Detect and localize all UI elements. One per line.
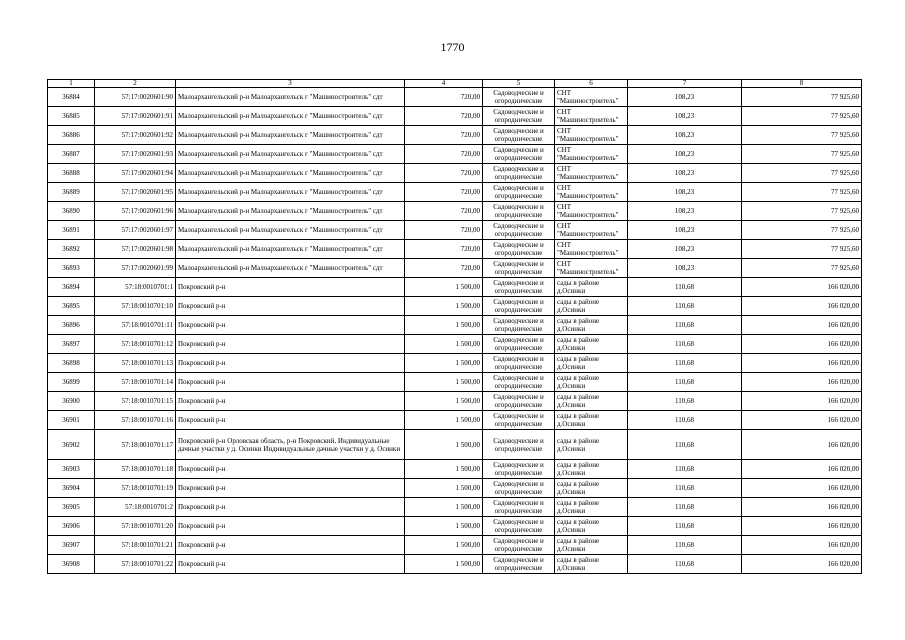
row-number-cell: 36908 (48, 555, 95, 574)
address-cell: Покровский р-н (176, 517, 405, 536)
area-cell: 1 500,00 (405, 411, 483, 430)
land-use-cell: Садоводческие и огороднические (483, 202, 555, 221)
row-number-cell: 36893 (48, 259, 95, 278)
address-cell: Малоархангельский р-н Малоархангельск г "Машиностроитель" сдт (176, 259, 405, 278)
unit-value-cell: 110,68 (628, 316, 742, 335)
cadastral-number-cell: 57:17:0020601:97 (95, 221, 176, 240)
land-use-cell: Садоводческие и огороднические (483, 126, 555, 145)
area-cell: 1 500,00 (405, 517, 483, 536)
column-header: 5 (483, 80, 555, 88)
address-cell: Покровский р-н (176, 411, 405, 430)
location-cell: сады в районе д.Осинки (555, 278, 628, 297)
cadastral-number-cell: 57:18:0010701:10 (95, 297, 176, 316)
cadastral-value-cell: 77 925,60 (742, 183, 862, 202)
location-cell: сады в районе д.Осинки (555, 517, 628, 536)
unit-value-cell: 110,68 (628, 392, 742, 411)
unit-value-cell: 110,68 (628, 297, 742, 316)
cadastral-number-cell: 57:17:0020601:95 (95, 183, 176, 202)
cadastral-number-cell: 57:17:0020601:93 (95, 145, 176, 164)
table-row (48, 354, 862, 373)
location-cell: сады в районе д.Осинки (555, 411, 628, 430)
cadastral-value-cell: 77 925,60 (742, 221, 862, 240)
location-cell: СНТ "Машиностроитель" (555, 259, 628, 278)
unit-value-cell: 108,23 (628, 240, 742, 259)
location-cell: сады в районе д.Осинки (555, 297, 628, 316)
cadastral-number-cell: 57:18:0010701:18 (95, 460, 176, 479)
land-use-cell: Садоводческие и огороднические (483, 392, 555, 411)
location-cell: сады в районе д.Осинки (555, 392, 628, 411)
table-row (48, 164, 862, 183)
cadastral-value-cell: 166 020,00 (742, 536, 862, 555)
area-cell: 1 500,00 (405, 354, 483, 373)
address-cell: Покровский р-н (176, 460, 405, 479)
table-row (48, 373, 862, 392)
address-cell: Малоархангельский р-н Малоархангельск г "Машиностроитель" сдт (176, 183, 405, 202)
address-cell: Покровский р-н (176, 536, 405, 555)
land-use-cell: Садоводческие и огороднические (483, 498, 555, 517)
unit-value-cell: 108,23 (628, 221, 742, 240)
land-use-cell: Садоводческие и огороднические (483, 335, 555, 354)
table-row (48, 221, 862, 240)
unit-value-cell: 110,68 (628, 373, 742, 392)
row-number-cell: 36895 (48, 297, 95, 316)
location-cell: сады в районе д.Осинки (555, 354, 628, 373)
unit-value-cell: 110,68 (628, 411, 742, 430)
land-use-cell: Садоводческие и огороднические (483, 145, 555, 164)
location-cell: сады в районе д.Осинки (555, 335, 628, 354)
registry-table (47, 79, 862, 574)
row-number-cell: 36886 (48, 126, 95, 145)
unit-value-cell: 108,23 (628, 164, 742, 183)
location-cell: сады в районе д.Осинки (555, 536, 628, 555)
unit-value-cell: 108,23 (628, 183, 742, 202)
location-cell: СНТ "Машиностроитель" (555, 145, 628, 164)
area-cell: 1 500,00 (405, 430, 483, 460)
cadastral-value-cell: 77 925,60 (742, 126, 862, 145)
row-number-cell: 36905 (48, 498, 95, 517)
row-number-cell: 36904 (48, 479, 95, 498)
table-row (48, 316, 862, 335)
table-row (48, 107, 862, 126)
area-cell: 1 500,00 (405, 278, 483, 297)
table-row (48, 240, 862, 259)
row-number-cell: 36907 (48, 536, 95, 555)
address-cell: Покровский р-н (176, 373, 405, 392)
cadastral-value-cell: 166 020,00 (742, 517, 862, 536)
cadastral-value-cell: 166 020,00 (742, 430, 862, 460)
row-number-cell: 36891 (48, 221, 95, 240)
row-number-cell: 36887 (48, 145, 95, 164)
area-cell: 1 500,00 (405, 392, 483, 411)
table-row (48, 259, 862, 278)
cadastral-value-cell: 77 925,60 (742, 107, 862, 126)
location-cell: СНТ "Машиностроитель" (555, 164, 628, 183)
cadastral-number-cell: 57:17:0020601:98 (95, 240, 176, 259)
table-row (48, 297, 862, 316)
table-row (48, 392, 862, 411)
address-cell: Покровский р-н (176, 335, 405, 354)
table-row (48, 430, 862, 460)
cadastral-value-cell: 166 020,00 (742, 498, 862, 517)
page-number: 1770 (440, 40, 465, 54)
unit-value-cell: 108,23 (628, 259, 742, 278)
table-row (48, 335, 862, 354)
column-header: 6 (555, 80, 628, 88)
area-cell: 1 500,00 (405, 460, 483, 479)
address-cell: Покровский р-н (176, 498, 405, 517)
cadastral-number-cell: 57:17:0020601:90 (95, 88, 176, 107)
row-number-cell: 36894 (48, 278, 95, 297)
cadastral-number-cell: 57:18:0010701:22 (95, 555, 176, 574)
column-header: 2 (95, 80, 176, 88)
land-use-cell: Садоводческие и огороднические (483, 164, 555, 183)
cadastral-value-cell: 166 020,00 (742, 555, 862, 574)
address-cell: Покровский р-н (176, 555, 405, 574)
cadastral-value-cell: 77 925,60 (742, 88, 862, 107)
row-number-cell: 36896 (48, 316, 95, 335)
location-cell: сады в районе д.Осинки (555, 460, 628, 479)
column-header: 3 (176, 80, 405, 88)
address-cell: Малоархангельский р-н Малоархангельск г "Машиностроитель" сдт (176, 145, 405, 164)
table-row (48, 145, 862, 164)
land-use-cell: Садоводческие и огороднические (483, 411, 555, 430)
table-row (48, 411, 862, 430)
cadastral-value-cell: 77 925,60 (742, 164, 862, 183)
address-cell: Малоархангельский р-н Малоархангельск г "Машиностроитель" сдт (176, 126, 405, 145)
area-cell: 720,00 (405, 145, 483, 164)
cadastral-number-cell: 57:18:0010701:1 (95, 278, 176, 297)
area-cell: 1 500,00 (405, 555, 483, 574)
cadastral-number-cell: 57:18:0010701:13 (95, 354, 176, 373)
cadastral-number-cell: 57:18:0010701:19 (95, 479, 176, 498)
cadastral-number-cell: 57:17:0020601:92 (95, 126, 176, 145)
address-cell: Покровский р-н (176, 354, 405, 373)
address-cell: Малоархангельский р-н Малоархангельск г "Машиностроитель" сдт (176, 107, 405, 126)
table-row (48, 126, 862, 145)
land-use-cell: Садоводческие и огороднические (483, 259, 555, 278)
address-cell: Малоархангельский р-н Малоархангельск г "Машиностроитель" сдт (176, 88, 405, 107)
land-use-cell: Садоводческие и огороднические (483, 354, 555, 373)
cadastral-number-cell: 57:18:0010701:12 (95, 335, 176, 354)
land-use-cell: Садоводческие и огороднические (483, 278, 555, 297)
unit-value-cell: 108,23 (628, 145, 742, 164)
unit-value-cell: 110,68 (628, 536, 742, 555)
cadastral-value-cell: 166 020,00 (742, 335, 862, 354)
location-cell: СНТ "Машиностроитель" (555, 107, 628, 126)
table-row (48, 278, 862, 297)
cadastral-number-cell: 57:18:0010701:17 (95, 430, 176, 460)
row-number-cell: 36906 (48, 517, 95, 536)
unit-value-cell: 110,68 (628, 498, 742, 517)
address-cell: Малоархангельский р-н Малоархангельск г "Машиностроитель" сдт (176, 164, 405, 183)
cadastral-value-cell: 77 925,60 (742, 240, 862, 259)
area-cell: 720,00 (405, 240, 483, 259)
land-use-cell: Садоводческие и огороднические (483, 536, 555, 555)
land-use-cell: Садоводческие и огороднические (483, 88, 555, 107)
cadastral-value-cell: 166 020,00 (742, 411, 862, 430)
address-cell: Малоархангельский р-н Малоархангельск г "Машиностроитель" сдт (176, 240, 405, 259)
unit-value-cell: 110,68 (628, 335, 742, 354)
area-cell: 1 500,00 (405, 479, 483, 498)
address-cell: Малоархангельский р-н Малоархангельск г "Машиностроитель" сдт (176, 221, 405, 240)
address-cell: Покровский р-н (176, 278, 405, 297)
location-cell: СНТ "Машиностроитель" (555, 183, 628, 202)
row-number-cell: 36903 (48, 460, 95, 479)
cadastral-value-cell: 77 925,60 (742, 202, 862, 221)
cadastral-number-cell: 57:18:0010701:21 (95, 536, 176, 555)
cadastral-value-cell: 166 020,00 (742, 354, 862, 373)
cadastral-number-cell: 57:17:0020601:96 (95, 202, 176, 221)
location-cell: сады в районе д.Осинки (555, 555, 628, 574)
land-use-cell: Садоводческие и огороднические (483, 297, 555, 316)
area-cell: 720,00 (405, 221, 483, 240)
table-row (48, 183, 862, 202)
location-cell: СНТ "Машиностроитель" (555, 126, 628, 145)
address-cell: Малоархангельский р-н Малоархангельск г "Машиностроитель" сдт (176, 202, 405, 221)
table-row (48, 88, 862, 107)
unit-value-cell: 110,68 (628, 354, 742, 373)
unit-value-cell: 108,23 (628, 88, 742, 107)
location-cell: СНТ "Машиностроитель" (555, 240, 628, 259)
location-cell: сады в районе д.Осинки (555, 316, 628, 335)
address-cell: Покровский р-н (176, 479, 405, 498)
row-number-cell: 36902 (48, 430, 95, 460)
unit-value-cell: 110,68 (628, 460, 742, 479)
location-cell: СНТ "Машиностроитель" (555, 88, 628, 107)
cadastral-number-cell: 57:18:0010701:20 (95, 517, 176, 536)
cadastral-value-cell: 166 020,00 (742, 278, 862, 297)
location-cell: сады в районе д.Осинки (555, 498, 628, 517)
land-use-cell: Садоводческие и огороднические (483, 107, 555, 126)
location-cell: сады в районе д.Осинки (555, 373, 628, 392)
row-number-cell: 36890 (48, 202, 95, 221)
location-cell: сады в районе д.Осинки (555, 479, 628, 498)
land-use-cell: Садоводческие и огороднические (483, 373, 555, 392)
row-number-cell: 36892 (48, 240, 95, 259)
land-use-cell: Садоводческие и огороднические (483, 316, 555, 335)
unit-value-cell: 108,23 (628, 202, 742, 221)
table-row (48, 498, 862, 517)
area-cell: 720,00 (405, 183, 483, 202)
unit-value-cell: 108,23 (628, 107, 742, 126)
land-use-cell: Садоводческие и огороднические (483, 221, 555, 240)
area-cell: 1 500,00 (405, 335, 483, 354)
column-header: 4 (405, 80, 483, 88)
unit-value-cell: 108,23 (628, 126, 742, 145)
unit-value-cell: 110,68 (628, 555, 742, 574)
row-number-cell: 36898 (48, 354, 95, 373)
area-cell: 1 500,00 (405, 373, 483, 392)
address-cell: Покровский р-н (176, 316, 405, 335)
row-number-cell: 36888 (48, 164, 95, 183)
area-cell: 1 500,00 (405, 316, 483, 335)
header-row (48, 80, 862, 88)
column-header: 7 (628, 80, 742, 88)
land-use-cell: Садоводческие и огороднические (483, 240, 555, 259)
address-cell: Покровский р-н Орловская область, р-н Покровский, Индивидуальные дачные участки у д. Осинки Индивидуальные дачные участки у д. Осинки (176, 430, 405, 460)
cadastral-value-cell: 166 020,00 (742, 392, 862, 411)
location-cell: СНТ "Машиностроитель" (555, 221, 628, 240)
column-header: 1 (48, 80, 95, 88)
address-cell: Покровский р-н (176, 392, 405, 411)
cadastral-value-cell: 166 020,00 (742, 373, 862, 392)
area-cell: 1 500,00 (405, 536, 483, 555)
cadastral-number-cell: 57:18:0010701:15 (95, 392, 176, 411)
unit-value-cell: 110,68 (628, 517, 742, 536)
land-use-cell: Садоводческие и огороднические (483, 517, 555, 536)
unit-value-cell: 110,68 (628, 278, 742, 297)
row-number-cell: 36897 (48, 335, 95, 354)
area-cell: 720,00 (405, 126, 483, 145)
area-cell: 720,00 (405, 88, 483, 107)
unit-value-cell: 110,68 (628, 430, 742, 460)
row-number-cell: 36889 (48, 183, 95, 202)
cadastral-number-cell: 57:18:0010701:14 (95, 373, 176, 392)
table-row (48, 460, 862, 479)
cadastral-number-cell: 57:18:0010701:11 (95, 316, 176, 335)
row-number-cell: 36899 (48, 373, 95, 392)
row-number-cell: 36901 (48, 411, 95, 430)
land-use-cell: Садоводческие и огороднические (483, 183, 555, 202)
cadastral-value-cell: 166 020,00 (742, 316, 862, 335)
area-cell: 720,00 (405, 202, 483, 221)
cadastral-value-cell: 166 020,00 (742, 297, 862, 316)
address-cell: Покровский р-н (176, 297, 405, 316)
area-cell: 720,00 (405, 107, 483, 126)
table-row (48, 202, 862, 221)
land-use-cell: Садоводческие и огороднические (483, 430, 555, 460)
location-cell: сады в районе д.Осинки (555, 430, 628, 460)
cadastral-number-cell: 57:17:0020601:91 (95, 107, 176, 126)
cadastral-number-cell: 57:18:0010701:16 (95, 411, 176, 430)
cadastral-number-cell: 57:17:0020601:94 (95, 164, 176, 183)
area-cell: 720,00 (405, 259, 483, 278)
land-use-cell: Садоводческие и огороднические (483, 460, 555, 479)
cadastral-value-cell: 77 925,60 (742, 259, 862, 278)
cadastral-value-cell: 166 020,00 (742, 479, 862, 498)
cadastral-number-cell: 57:17:0020601:99 (95, 259, 176, 278)
table-row (48, 555, 862, 574)
cadastral-value-cell: 77 925,60 (742, 145, 862, 164)
column-header: 8 (742, 80, 862, 88)
table-row (48, 479, 862, 498)
area-cell: 1 500,00 (405, 297, 483, 316)
table-row (48, 517, 862, 536)
location-cell: СНТ "Машиностроитель" (555, 202, 628, 221)
row-number-cell: 36885 (48, 107, 95, 126)
area-cell: 1 500,00 (405, 498, 483, 517)
unit-value-cell: 110,68 (628, 479, 742, 498)
cadastral-value-cell: 166 020,00 (742, 460, 862, 479)
row-number-cell: 36900 (48, 392, 95, 411)
table-row (48, 536, 862, 555)
row-number-cell: 36884 (48, 88, 95, 107)
area-cell: 720,00 (405, 164, 483, 183)
cadastral-number-cell: 57:18:0010701:2 (95, 498, 176, 517)
land-use-cell: Садоводческие и огороднические (483, 555, 555, 574)
land-use-cell: Садоводческие и огороднические (483, 479, 555, 498)
